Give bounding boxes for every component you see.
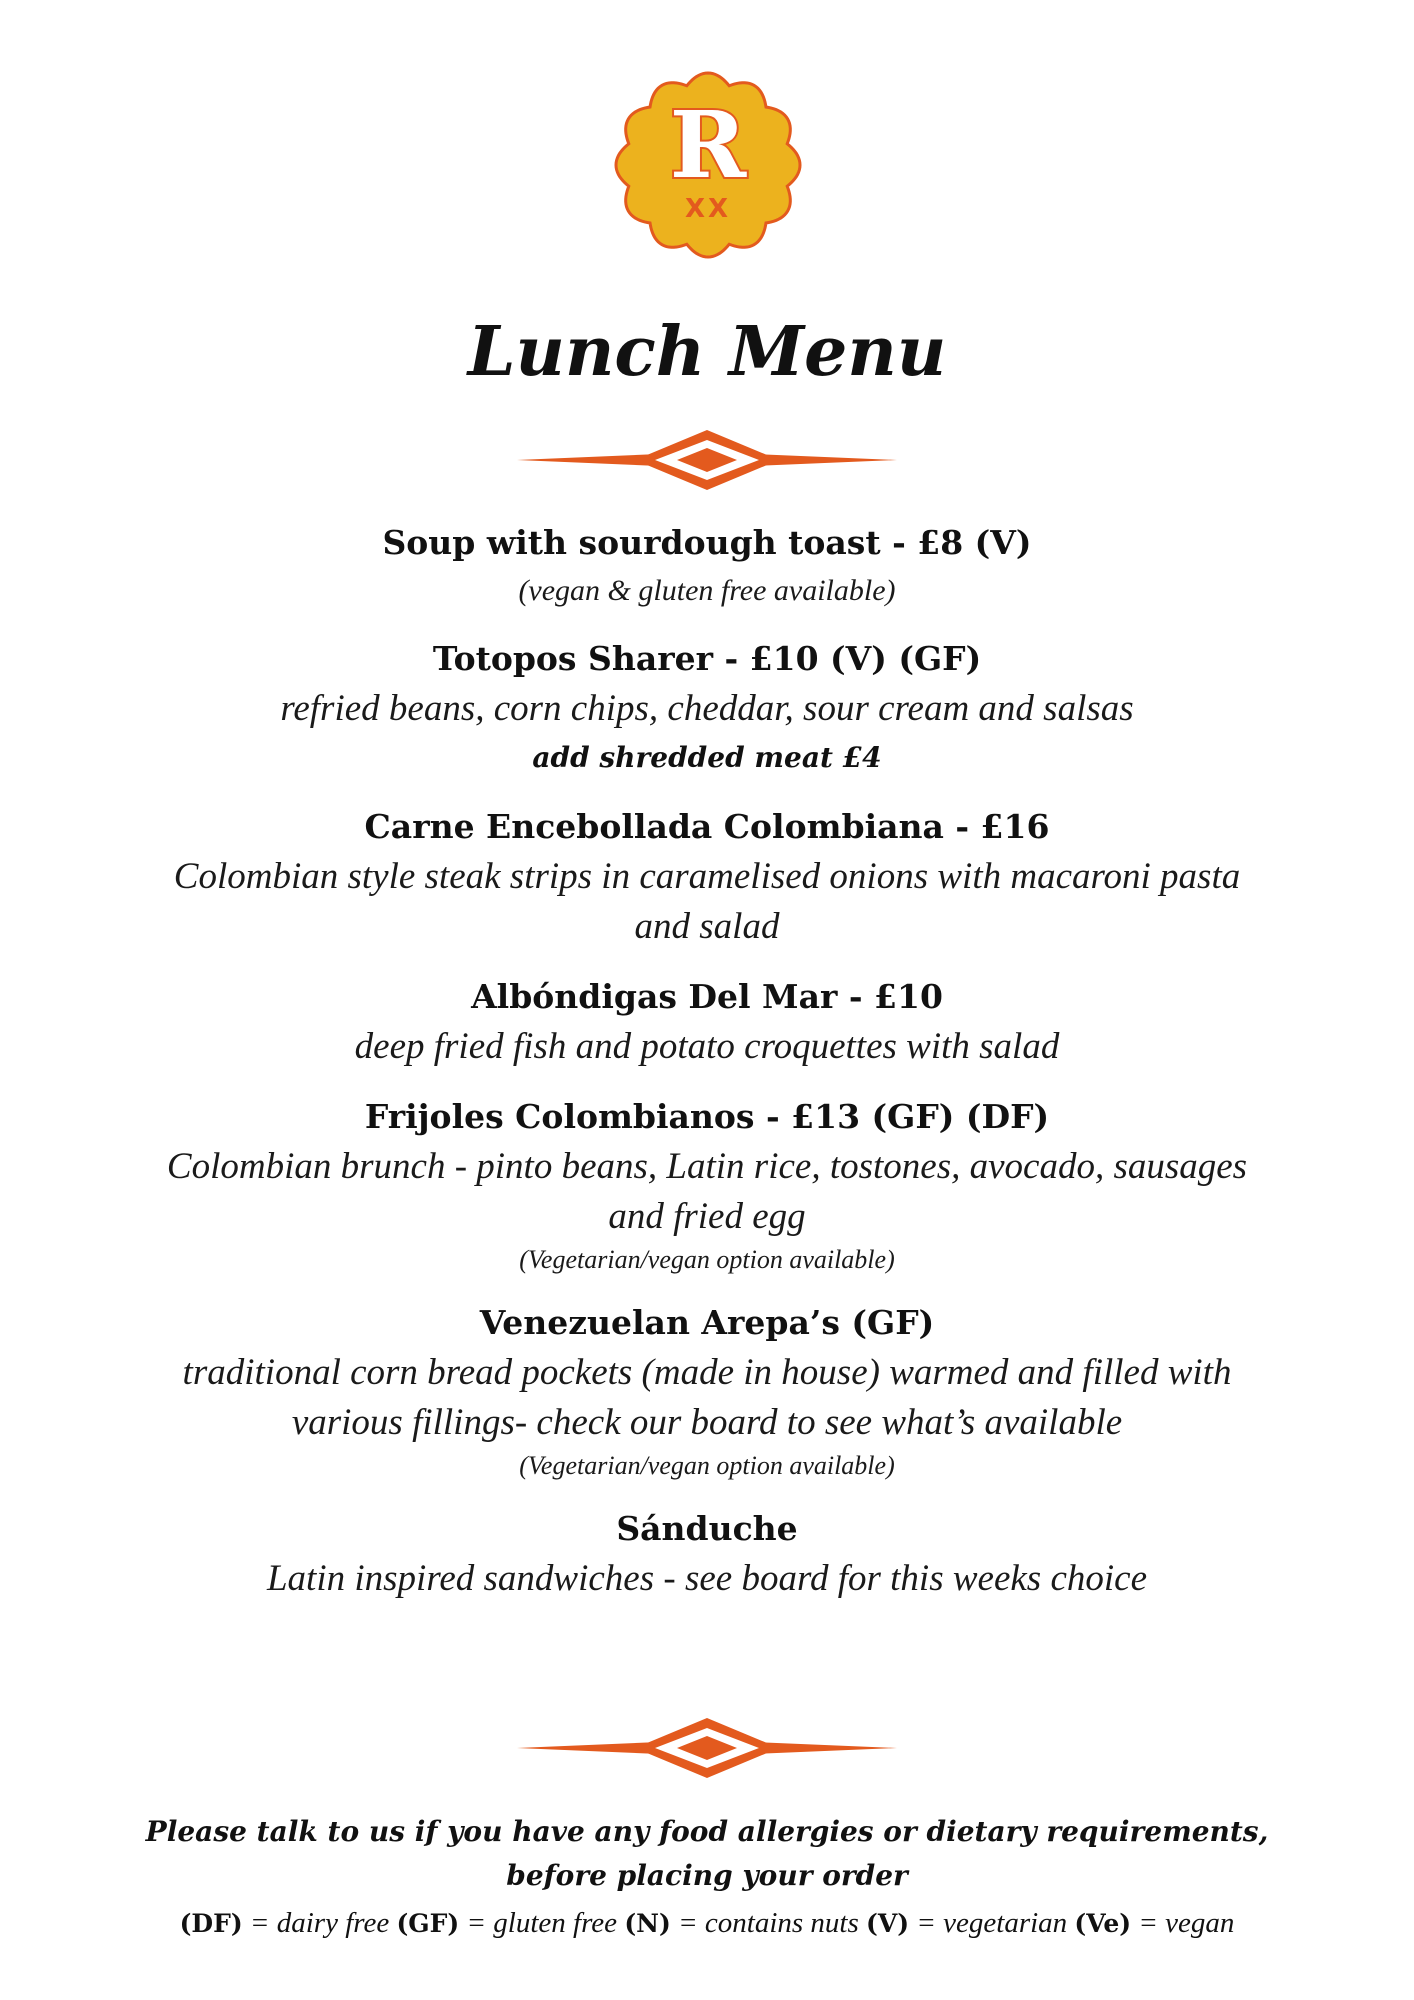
menu-item-description: (vegan & gluten free available) [518, 574, 896, 607]
menu-item-name: Albóndigas Del Mar - £10 [471, 977, 943, 1016]
restaurant-logo [608, 65, 808, 265]
legend-meaning: = dairy free [249, 1907, 390, 1939]
menu-item [110, 802, 1304, 952]
legend-code: (GF) [396, 1909, 460, 1938]
menu-item-description-line: and salad [634, 906, 780, 947]
menu-item-name: Venezuelan Arepa’s (GF) [479, 1303, 935, 1342]
menu-item-description-line: and fried egg [608, 1196, 806, 1237]
menu-item-description: refried beans, corn chips, cheddar, sour cream and salsas [280, 688, 1134, 729]
legend-code: (Ve) [1074, 1909, 1132, 1938]
logo-letter: R [669, 91, 747, 199]
menu-item-name: Soup with sourdough toast - £8 (V) [382, 523, 1032, 562]
dietary-legend [120, 1900, 1294, 1947]
menu-item-addon: add shredded meat £4 [532, 741, 882, 774]
legend-meaning: = contains nuts [678, 1907, 859, 1939]
menu-item-description: deep fried fish and potato croquettes with salad [354, 1026, 1060, 1067]
menu-item-description: Latin inspired sandwiches - see board for this weeks choice [266, 1558, 1147, 1599]
menu-item-description-line: Colombian style steak strips in caramelised onions with macaroni pasta [173, 856, 1241, 897]
menu-item [110, 1504, 1304, 1604]
menu-item-description-line: traditional corn bread pockets (made in house) warmed and filled with [182, 1352, 1232, 1393]
menu-item [110, 518, 1304, 614]
legend-meaning: = vegan [1138, 1907, 1235, 1939]
logo-sub-mark: XX [684, 194, 732, 224]
menu-item-name: Carne Encebollada Colombiana - £16 [364, 807, 1050, 846]
legend-code: (N) [624, 1909, 671, 1938]
allergy-notice-line: Please talk to us if you have any food allergies or dietary requirements, [145, 1815, 1269, 1848]
menu-item [110, 1092, 1304, 1278]
ornament-divider-bottom [517, 1718, 897, 1778]
menu-item-name: Totopos Sharer - £10 (V) (GF) [432, 639, 982, 678]
menu-items [110, 518, 1304, 1624]
allergy-footer [120, 1810, 1294, 1947]
menu-item-name: Sánduche [616, 1509, 798, 1548]
legend-meaning: = gluten free [466, 1907, 618, 1939]
menu-item-name: Frijoles Colombianos - £13 (GF) (DF) [364, 1097, 1050, 1136]
legend-code: (V) [866, 1909, 910, 1938]
ornament-divider-top [517, 430, 897, 490]
allergy-notice-line: before placing your order [506, 1859, 908, 1892]
menu-item [110, 634, 1304, 782]
menu-item-description-line: Colombian brunch - pinto beans, Latin rice, tostones, avocado, sausages [166, 1146, 1248, 1187]
legend-meaning: = vegetarian [916, 1907, 1068, 1939]
menu-item-description-line: various fillings- check our board to see what’s available [291, 1402, 1123, 1443]
menu-item [110, 1298, 1304, 1484]
page-title: Lunch Menu [467, 312, 947, 392]
legend-code: (DF) [179, 1909, 243, 1938]
menu-item-note: (Vegetarian/vegan option available) [519, 1245, 895, 1274]
menu-item [110, 972, 1304, 1072]
menu-item-note: (Vegetarian/vegan option available) [519, 1451, 895, 1480]
